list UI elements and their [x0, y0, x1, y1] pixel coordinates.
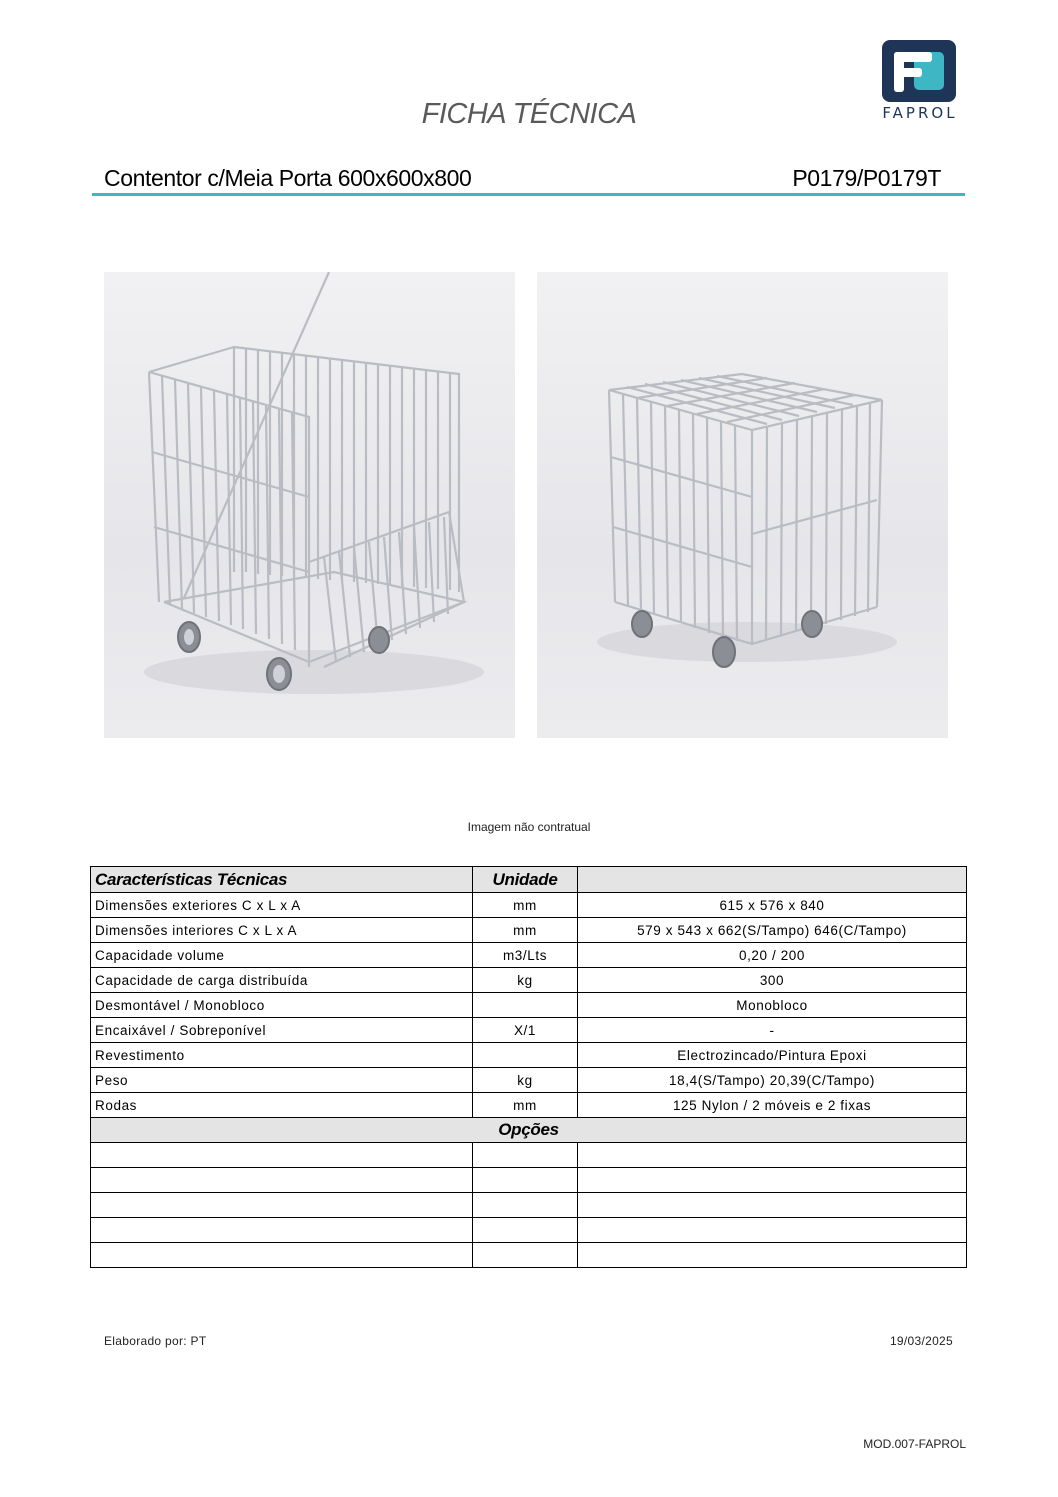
option-unit: [473, 1193, 578, 1218]
option-label: [91, 1168, 473, 1193]
wire-container-open-icon: [104, 272, 515, 738]
options-header-row: [91, 1118, 967, 1143]
option-unit: [473, 1168, 578, 1193]
row-label: Rodas: [91, 1093, 473, 1118]
header-caracteristicas: Características Técnicas: [91, 867, 473, 893]
header-divider: [92, 193, 965, 196]
option-row: [91, 1218, 967, 1243]
header-value: [578, 867, 967, 893]
model-reference: MOD.007-FAPROL: [863, 1437, 966, 1451]
option-value: [578, 1218, 967, 1243]
row-label: Revestimento: [91, 1043, 473, 1068]
product-name: Contentor c/Meia Porta 600x600x800: [104, 165, 472, 191]
row-value: -: [578, 1018, 967, 1043]
prepared-by: Elaborado por: PT: [104, 1334, 207, 1348]
row-value: 615 x 576 x 840: [578, 893, 967, 918]
row-value: 579 x 543 x 662(S/Tampo) 646(C/Tampo): [578, 918, 967, 943]
option-value: [578, 1193, 967, 1218]
option-label: [91, 1143, 473, 1168]
option-unit: [473, 1218, 578, 1243]
option-value: [578, 1143, 967, 1168]
row-label: Desmontável / Monobloco: [91, 993, 473, 1018]
table-row: [91, 968, 967, 993]
row-unit: mm: [473, 1093, 578, 1118]
specifications-table: [90, 866, 967, 1268]
option-unit: [473, 1143, 578, 1168]
document-date: 19/03/2025: [889, 1334, 953, 1348]
row-unit: kg: [473, 1068, 578, 1093]
option-value: [578, 1168, 967, 1193]
table-header-row: [91, 867, 967, 893]
table-row: [91, 993, 967, 1018]
header-unidade: Unidade: [473, 867, 578, 893]
table-row: [91, 1018, 967, 1043]
row-unit: m3/Lts: [473, 943, 578, 968]
option-row: [91, 1193, 967, 1218]
logo-text: FAPROL: [882, 104, 958, 122]
row-label: Peso: [91, 1068, 473, 1093]
row-value: Monobloco: [578, 993, 967, 1018]
option-row: [91, 1143, 967, 1168]
row-label: Capacidade de carga distribuída: [91, 968, 473, 993]
row-value: 0,20 / 200: [578, 943, 967, 968]
row-label: Capacidade volume: [91, 943, 473, 968]
row-unit: mm: [473, 918, 578, 943]
logo-mark-icon: [872, 38, 968, 108]
row-label: Encaixável / Sobreponível: [91, 1018, 473, 1043]
table-row: [91, 1068, 967, 1093]
option-value: [578, 1243, 967, 1268]
row-value: Electrozincado/Pintura Epoxi: [578, 1043, 967, 1068]
document-title: FICHA TÉCNICA: [421, 98, 637, 130]
product-image-lid: [537, 272, 948, 738]
row-unit: [473, 1043, 578, 1068]
option-row: [91, 1168, 967, 1193]
row-unit: mm: [473, 893, 578, 918]
table-row: [91, 893, 967, 918]
table-row: [91, 918, 967, 943]
row-value: 300: [578, 968, 967, 993]
options-title: Opções: [91, 1118, 967, 1143]
option-label: [91, 1243, 473, 1268]
row-unit: [473, 993, 578, 1018]
row-value: 18,4(S/Tampo) 20,39(C/Tampo): [578, 1068, 967, 1093]
row-label: Dimensões exteriores C x L x A: [91, 893, 473, 918]
option-label: [91, 1193, 473, 1218]
row-value: 125 Nylon / 2 móveis e 2 fixas: [578, 1093, 967, 1118]
row-unit: kg: [473, 968, 578, 993]
table-row: [91, 1093, 967, 1118]
option-unit: [473, 1243, 578, 1268]
option-row: [91, 1243, 967, 1268]
product-image-open: [104, 272, 515, 738]
image-caption: Imagem não contratual: [467, 820, 591, 834]
table-row: [91, 1043, 967, 1068]
table-row: [91, 943, 967, 968]
product-code: P0179/P0179T: [792, 165, 941, 191]
wire-container-lid-icon: [537, 272, 948, 738]
row-unit: X/1: [473, 1018, 578, 1043]
row-label: Dimensões interiores C x L x A: [91, 918, 473, 943]
option-label: [91, 1218, 473, 1243]
